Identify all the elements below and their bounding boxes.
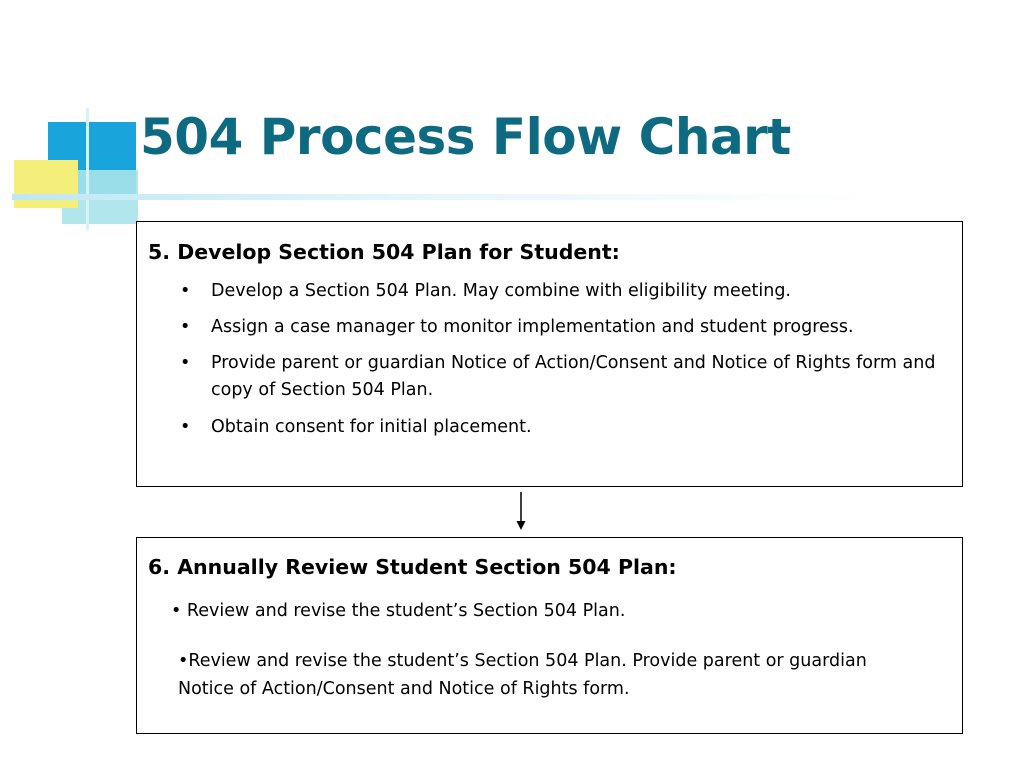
list-item: • Obtain consent for initial placement. xyxy=(180,414,950,440)
list-item: • Develop a Section 504 Plan. May combine with eligibility meeting. xyxy=(180,278,950,304)
list-item: • Assign a case manager to monitor implementation and student progress. xyxy=(180,314,950,340)
step-6-box xyxy=(136,537,963,734)
decorative-horizontal-line xyxy=(12,194,872,200)
decorative-yellow-square xyxy=(14,160,78,208)
step-6-heading: 6. Annually Review Student Section 504 Plan: xyxy=(148,555,677,579)
decorative-vertical-line xyxy=(86,108,89,230)
step-5-heading: 5. Develop Section 504 Plan for Student: xyxy=(148,240,620,264)
step-6-item: • Review and revise the student’s Section 504 Plan. xyxy=(171,601,626,621)
step-5-box xyxy=(136,221,963,487)
step-5-bullet-list xyxy=(180,278,950,450)
step-6-item: •Review and revise the student’s Section 504 Plan. Provide parent or guardian Notice of Action/Consent and Notice of Rights form. xyxy=(178,651,867,699)
list-item: • Provide parent or guardian Notice of Action/Consent and Notice of Rights form and copy of Section 504 Plan. xyxy=(180,350,950,404)
page-title: 504 Process Flow Chart xyxy=(140,108,791,166)
arrow-down-icon xyxy=(514,492,528,530)
